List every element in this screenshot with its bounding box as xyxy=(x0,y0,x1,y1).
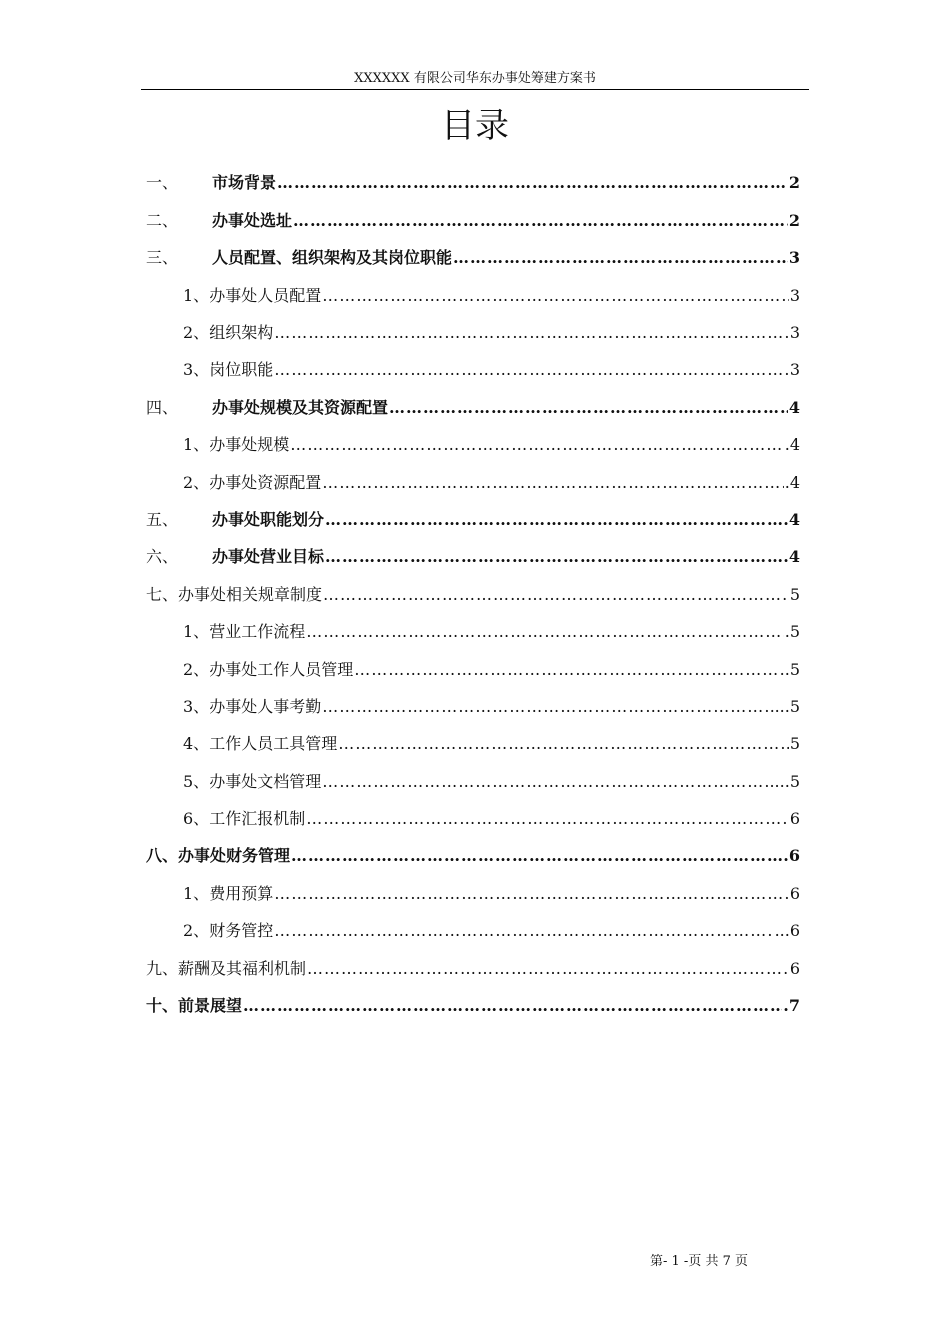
toc-leader xyxy=(389,389,788,426)
toc-entry[interactable] xyxy=(146,987,800,1024)
toc-leader xyxy=(338,725,789,762)
toc-entry-label: 办事处人员配置 xyxy=(209,286,322,305)
toc-entry-label: 办事处规模 xyxy=(209,435,290,454)
toc-entry-page: 5 xyxy=(789,585,800,604)
toc-entry-page: 3 xyxy=(789,323,800,342)
toc-entry-number: 2、 xyxy=(183,921,210,940)
toc-title: 目录 xyxy=(441,106,509,146)
toc-leader xyxy=(274,351,789,388)
toc-entry-number: 二、 xyxy=(146,211,179,230)
toc-leader xyxy=(323,576,789,613)
toc-subentry[interactable] xyxy=(183,613,800,650)
toc-leader xyxy=(291,837,782,874)
toc-entry-number: 2、 xyxy=(183,660,210,679)
toc-entry-number: 2、 xyxy=(183,323,210,342)
toc-entry-label: 办事处规模及其资源配置 xyxy=(212,398,389,417)
toc-leader xyxy=(293,202,788,239)
toc-entry-page: ..5 xyxy=(779,660,800,679)
toc-subentry[interactable] xyxy=(183,912,800,949)
toc-entry-label: 工作汇报机制 xyxy=(209,809,306,828)
toc-entry-page: 2 xyxy=(788,173,800,192)
toc-entry[interactable] xyxy=(146,164,800,201)
toc-entry-label: 办事处选址 xyxy=(212,211,293,230)
toc-entry-page: ....5 xyxy=(769,772,800,791)
toc-entry-page: .4 xyxy=(783,547,800,566)
toc-entry-label: 办事处职能划分 xyxy=(212,510,325,529)
toc-subentry[interactable] xyxy=(183,426,800,463)
toc-subentry[interactable] xyxy=(183,800,800,837)
toc-subentry[interactable] xyxy=(183,725,800,762)
toc-leader xyxy=(322,277,789,314)
toc-entry-label: 费用预算 xyxy=(209,884,274,903)
toc-entry-label: 人员配置、组织架构及其岗位职能 xyxy=(212,248,453,267)
toc-entry-number: 八、 xyxy=(146,846,179,865)
toc-entry-number: 1、 xyxy=(183,435,210,454)
toc-entry-page: 4 xyxy=(788,398,800,417)
toc-entry[interactable] xyxy=(146,389,800,426)
toc-subentry[interactable] xyxy=(183,688,800,725)
toc-entry-page: 6 xyxy=(789,884,800,903)
toc-leader xyxy=(306,800,789,837)
toc-entry[interactable] xyxy=(146,837,800,874)
toc-entry-number: 1、 xyxy=(183,286,210,305)
toc-entry-page: 6 xyxy=(789,809,800,828)
toc-entry[interactable] xyxy=(146,239,800,276)
toc-leader xyxy=(274,314,789,351)
toc-leader xyxy=(354,651,778,688)
toc-entry-number: 四、 xyxy=(146,398,179,417)
toc-entry-page: 3 xyxy=(788,248,800,267)
toc-leader xyxy=(274,912,773,949)
toc-entry-number: 3、 xyxy=(183,697,210,716)
toc-subentry[interactable] xyxy=(183,651,800,688)
toc-entry-number: 一、 xyxy=(146,173,179,192)
toc-entry-number: 6、 xyxy=(183,809,210,828)
toc-entry-page: .4 xyxy=(783,510,800,529)
toc-entry-label: 薪酬及其福利机制 xyxy=(178,959,307,978)
toc-entry[interactable] xyxy=(146,950,800,987)
toc-entry-label: 办事处工作人员管理 xyxy=(209,660,354,679)
toc-subentry[interactable] xyxy=(183,314,800,351)
toc-entry-number: 2、 xyxy=(183,473,210,492)
toc-entry-number: 1、 xyxy=(183,622,210,641)
toc-entry[interactable] xyxy=(146,576,800,613)
toc-leader xyxy=(277,164,788,201)
toc-entry-page: .5 xyxy=(784,622,800,641)
toc-subentry[interactable] xyxy=(183,277,800,314)
running-header: XXXXXX 有限公司华东办事处筹建方案书 xyxy=(141,70,809,90)
toc-leader xyxy=(322,464,784,501)
toc-entry[interactable] xyxy=(146,202,800,239)
toc-subentry[interactable] xyxy=(183,763,800,800)
toc-leader xyxy=(306,613,784,650)
toc-entry[interactable] xyxy=(146,501,800,538)
toc-leader xyxy=(322,688,773,725)
toc-entry-number: 1、 xyxy=(183,884,210,903)
toc-subentry[interactable] xyxy=(183,464,800,501)
toc-entry-label: 办事处资源配置 xyxy=(209,473,322,492)
toc-entry-label: 办事处营业目标 xyxy=(212,547,325,566)
page-footer: 第- 1 -页 共 7 页 xyxy=(650,1254,748,1269)
toc-entry-page: 3 xyxy=(789,360,800,379)
toc-entry-page: .7 xyxy=(783,996,800,1015)
toc-entry-number: 三、 xyxy=(146,248,179,267)
toc-entry-page: .4 xyxy=(784,473,800,492)
toc-leader xyxy=(322,763,768,800)
toc-entry-number: 七、 xyxy=(146,585,179,604)
toc-entry-number: 十、 xyxy=(146,996,179,1015)
toc-leader xyxy=(307,950,789,987)
toc-entry-number: 九、 xyxy=(146,959,179,978)
toc-leader xyxy=(325,501,782,538)
toc-entry-number: 六、 xyxy=(146,547,179,566)
toc-entry[interactable] xyxy=(146,538,800,575)
toc-leader xyxy=(453,239,788,276)
toc-entry-label: 办事处相关规章制度 xyxy=(178,585,323,604)
toc-entry-number: 3、 xyxy=(183,360,210,379)
toc-entry-page: .4 xyxy=(784,435,800,454)
toc-entry-label: 工作人员工具管理 xyxy=(209,734,338,753)
toc-entry-number: 五、 xyxy=(146,510,179,529)
toc-entry-label: 办事处文档管理 xyxy=(209,772,322,791)
toc-leader xyxy=(290,426,784,463)
toc-entry-page: ...6 xyxy=(774,921,800,940)
toc-entry-page: ...5 xyxy=(774,697,800,716)
toc-leader xyxy=(243,987,782,1024)
toc-entry-page: 6 xyxy=(789,959,800,978)
toc-leader xyxy=(325,538,782,575)
toc-entry-number: 5、 xyxy=(183,772,210,791)
toc-subentry[interactable] xyxy=(183,875,800,912)
toc-entry-label: 组织架构 xyxy=(209,323,274,342)
toc-entry-label: 财务管控 xyxy=(209,921,274,940)
toc-entry-page: 5 xyxy=(789,734,800,753)
toc-entry-label: 营业工作流程 xyxy=(209,622,306,641)
toc-subentry[interactable] xyxy=(183,351,800,388)
toc-entry-number: 4、 xyxy=(183,734,210,753)
toc-entry-label: 市场背景 xyxy=(212,173,277,192)
toc-entry-page: 2 xyxy=(788,211,800,230)
toc-entry-label: 岗位职能 xyxy=(209,360,274,379)
toc-entry-label: 办事处财务管理 xyxy=(178,846,291,865)
toc-leader xyxy=(274,875,789,912)
toc-entry-label: 办事处人事考勤 xyxy=(209,697,322,716)
toc-entry-page: .6 xyxy=(783,846,800,865)
toc-entry-label: 前景展望 xyxy=(178,996,243,1015)
toc-entry-page: 3 xyxy=(789,286,800,305)
